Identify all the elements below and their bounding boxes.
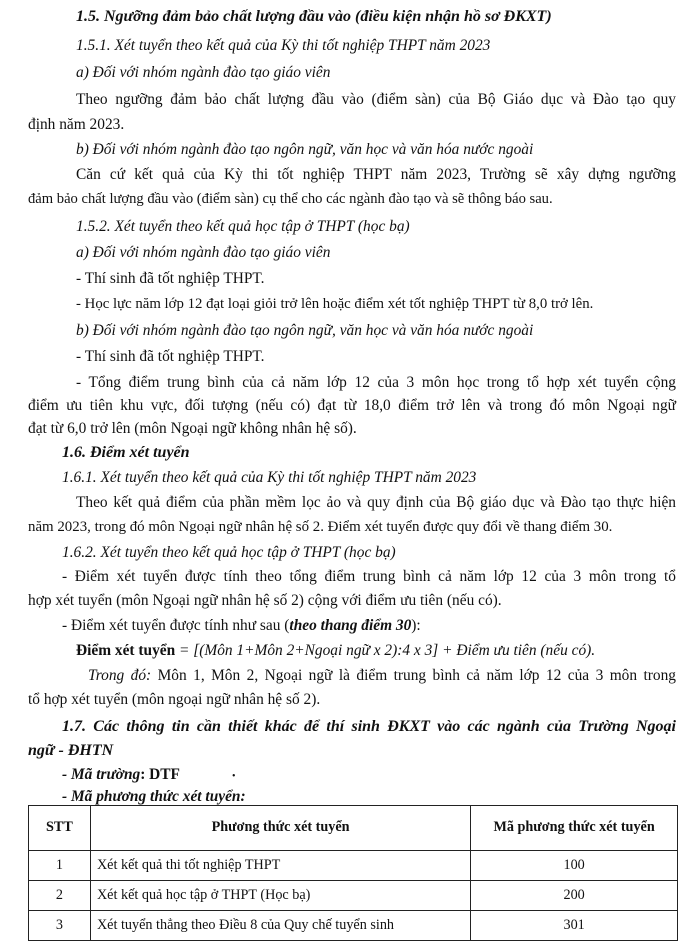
cell-method: Xét kết quả học tập ở THPT (Học bạ) bbox=[90, 881, 470, 911]
section-1-6-1-title: 1.6.1. Xét tuyển theo kết quả của Kỳ thi tốt nghiệp THPT năm 2023 bbox=[62, 469, 477, 486]
table-header-row bbox=[29, 806, 678, 851]
school-code-value: : DTF bbox=[140, 766, 180, 783]
paragraph-line: Căn cứ kết quả của Kỳ thi tốt nghiệp THPT năm 2023, Trường sẽ xây dựng ngưỡng bbox=[76, 166, 676, 183]
header-method: Phương thức xét tuyển bbox=[90, 806, 470, 851]
cell-method: Xét tuyển thẳng theo Điều 8 của Quy chế tuyển sinh bbox=[90, 911, 470, 941]
formula-explanation bbox=[88, 666, 676, 687]
scale-note: theo thang điểm 30 bbox=[289, 617, 412, 634]
formula-body: = [(Môn 1+Môn 2+Ngoại ngữ x 2):4 x 3] + Điểm ưu tiên (nếu có). bbox=[175, 642, 596, 659]
section-1-5-1-title: 1.5.1. Xét tuyển theo kết quả của Kỳ thi tốt nghiệp THPT năm 2023 bbox=[76, 37, 491, 54]
paragraph-line: năm 2023, trong đó môn Ngoại ngữ nhân hệ số 2. Điểm xét tuyển được quy đổi về thang điểm 30. bbox=[28, 519, 613, 535]
cell-stt: 1 bbox=[29, 851, 91, 881]
header-stt: STT bbox=[29, 806, 91, 851]
where-text: Môn 1, Môn 2, Ngoại ngữ là điểm trung bình cả năm lớp 12 của 3 môn trong bbox=[151, 667, 676, 684]
paragraph-line: hợp xét tuyển (môn Ngoại ngữ nhân hệ số 2) cộng với điểm ưu tiên (nếu có). bbox=[28, 592, 502, 609]
cell-code: 301 bbox=[471, 911, 678, 941]
table-row bbox=[29, 911, 678, 941]
where-label: Trong đó: bbox=[88, 667, 152, 684]
section-1-5-2-title: 1.5.2. Xét tuyển theo kết quả học tập ở THPT (học bạ) bbox=[76, 218, 410, 235]
section-1-7-title: 1.7. Các thông tin cần thiết khác để thí sinh ĐKXT vào các ngành của Trường Ngoại bbox=[62, 718, 676, 735]
formula-intro-end: ): bbox=[411, 617, 421, 634]
list-item-continued: đạt từ 6,0 trở lên (môn Ngoại ngữ không nhân hệ số). bbox=[28, 420, 357, 437]
list-item: - Tổng điểm trung bình của cả năm lớp 12 của 3 môn học trong tổ hợp xét tuyển cộng bbox=[76, 374, 676, 391]
section-1-5-title: 1.5. Ngưỡng đảm bảo chất lượng đầu vào (điều kiện nhận hồ sơ ĐKXT) bbox=[76, 8, 552, 25]
method-code-label: - Mã phương thức xét tuyển: bbox=[62, 788, 246, 805]
formula-label: Điểm xét tuyển bbox=[76, 642, 176, 659]
section-1-6-2-title: 1.6.2. Xét tuyển theo kết quả học tập ở THPT (học bạ) bbox=[62, 544, 396, 561]
stray-dot: • bbox=[232, 771, 236, 782]
school-code bbox=[62, 765, 180, 786]
list-item: - Thí sinh đã tốt nghiệp THPT. bbox=[76, 270, 265, 287]
formula-intro bbox=[62, 616, 421, 637]
paragraph-line: - Điểm xét tuyển được tính theo tổng điểm trung bình cả năm lớp 12 của 3 môn trong tổ bbox=[62, 568, 676, 585]
formula bbox=[76, 641, 595, 662]
formula-intro-text: - Điểm xét tuyển được tính như sau ( bbox=[62, 617, 290, 634]
paragraph-line: định năm 2023. bbox=[28, 116, 125, 133]
subsection-a2-title: a) Đối với nhóm ngành đào tạo giáo viên bbox=[76, 244, 331, 261]
cell-code: 200 bbox=[471, 881, 678, 911]
section-1-6-title: 1.6. Điểm xét tuyển bbox=[62, 444, 190, 461]
paragraph-line: đảm bảo chất lượng đầu vào (điểm sàn) cụ thể cho các ngành đào tạo và sẽ thông báo sau. bbox=[28, 191, 553, 207]
paragraph-line: Theo ngưỡng đảm bảo chất lượng đầu vào (điểm sàn) của Bộ Giáo dục và Đào tạo quy bbox=[76, 91, 676, 108]
section-1-7-title-continued: ngữ - ĐHTN bbox=[28, 742, 114, 759]
subsection-a-title: a) Đối với nhóm ngành đào tạo giáo viên bbox=[76, 64, 331, 81]
table-row bbox=[29, 851, 678, 881]
cell-stt: 2 bbox=[29, 881, 91, 911]
subsection-b-title: b) Đối với nhóm ngành đào tạo ngôn ngữ, văn học và văn hóa nước ngoài bbox=[76, 141, 534, 158]
admission-methods-table bbox=[28, 805, 678, 941]
school-code-label: - Mã trường bbox=[62, 766, 141, 783]
cell-stt: 3 bbox=[29, 911, 91, 941]
list-item: - Học lực năm lớp 12 đạt loại giỏi trở lên hoặc điểm xét tốt nghiệp THPT từ 8,0 trở lên. bbox=[76, 296, 594, 312]
subsection-b2-title: b) Đối với nhóm ngành đào tạo ngôn ngữ, văn học và văn hóa nước ngoài bbox=[76, 322, 534, 339]
cell-method: Xét kết quả thi tốt nghiệp THPT bbox=[90, 851, 470, 881]
list-item-continued: điểm ưu tiên khu vực, đối tượng (nếu có) đạt từ 18,0 điểm trở lên và trong đó môn Ngoại ngữ bbox=[28, 397, 676, 414]
cell-code: 100 bbox=[471, 851, 678, 881]
header-method-code: Mã phương thức xét tuyển bbox=[471, 806, 678, 851]
formula-explanation-continued: tổ hợp xét tuyển (môn ngoại ngữ nhân hệ số 2). bbox=[28, 691, 321, 708]
table-row bbox=[29, 881, 678, 911]
paragraph-line: Theo kết quả điểm của phần mềm lọc ảo và quy định của Bộ giáo dục và Đào tạo thực hiện bbox=[76, 494, 676, 511]
list-item: - Thí sinh đã tốt nghiệp THPT. bbox=[76, 348, 265, 365]
